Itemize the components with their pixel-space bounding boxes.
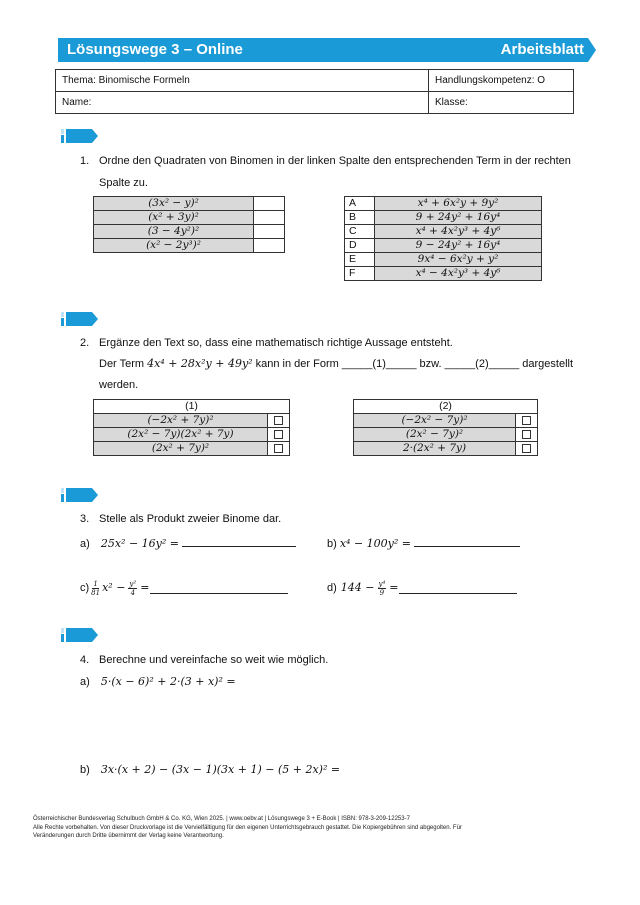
exercise-text: Spalte zu. [99,177,148,189]
exercise-number: 2. [80,337,90,349]
fraction: $\frac{\text{y²}}{4}$ [129,579,137,597]
subtask-term: x² − [102,581,126,594]
binomial-square: (x² + 3y)² [94,211,254,225]
exercise-number: 4. [80,654,90,666]
equals: = [140,581,150,594]
checkbox[interactable] [274,430,283,439]
subtask-term: 25x² − 16y² = [100,537,179,550]
exercise-text: werden. [99,379,139,391]
section-tab-marker [61,628,99,642]
info-table [55,69,574,114]
option-term: (−2x² − 7y)² [354,414,516,428]
checkbox[interactable] [274,444,283,453]
subtask-a [80,535,296,551]
answer-line[interactable] [150,582,288,594]
term-letter: C [345,225,375,239]
gap1-table [93,399,290,456]
exercise-text: Ordne den Quadraten von Binomen in der linken Spalte den entsprechenden Term in der rechten [99,155,571,167]
term-cell: 9 − 24y² + 16y⁴ [375,239,542,253]
gap-head: (1) [94,400,290,414]
option-term: (2x² − 7y)² [354,428,516,442]
term-prefix: Der Term [99,358,145,370]
checkbox[interactable] [522,416,531,425]
subtask-c [80,576,288,600]
term-cell: x⁴ − 4x²y³ + 4y⁶ [375,267,542,281]
competence-cell: Handlungskompetenz: O [429,70,574,92]
binomial-square: (3 − 4y²)² [94,225,254,239]
section-tab-marker [61,312,99,326]
option-term: 2·(2x² + 7y) [354,442,516,456]
footer-line: Veränderungen durch Dritte übernimmt der Verlag keine Verantwortung. [33,833,224,839]
name-cell[interactable]: Name: [56,92,429,114]
subtask-term: 5·(x − 6)² + 2·(3 + x)² = [100,675,236,688]
answer-cell[interactable] [254,197,285,211]
option-term: (−2x² + 7y)² [94,414,268,428]
term-cell: 9x⁴ − 6x²y + y² [375,253,542,267]
answer-line[interactable] [182,535,296,547]
header-banner [58,38,588,62]
term-cell: x⁴ + 4x²y³ + 4y⁶ [375,225,542,239]
subtask-label: c) [80,582,90,594]
subtask-label: b) [327,538,337,550]
gap-head: (2) [354,400,538,414]
answer-line[interactable] [399,582,517,594]
section-tab-marker [61,488,99,502]
binomial-square: (3x² − y)² [94,197,254,211]
ex1-left-table [93,196,285,253]
term-letter: F [345,267,375,281]
term-suffix: kann in der Form _____(1)_____ bzw. _____(2)_____ dargestellt [255,358,574,370]
answer-cell[interactable] [254,211,285,225]
footer-line: Alle Rechte vorbehalten. Von dieser Druckvorlage ist die Vervielfältigung für den eigenen Unterrichtsgebrauch gestattet. Die Kopiergebühren sind abgegolten. Für [33,824,462,831]
fraction: 1 81 [91,579,101,597]
fraction: $\frac{\text{y⁴}}{9}$ [378,579,386,597]
class-cell[interactable]: Klasse: [429,92,574,114]
exercise-number: 1. [80,155,90,167]
exercise-text: Berechne und vereinfache so weit wie möglich. [99,654,329,666]
term-cell: 9 + 24y² + 16y⁴ [375,211,542,225]
ex1-right-table [344,196,542,281]
subtask-label: b) [80,764,90,776]
subtask-b [80,763,340,777]
answer-line[interactable] [414,535,520,547]
subtask-label: a) [80,676,90,688]
header-sheet-label: Arbeitsblatt [500,41,584,58]
subtask-label: a) [80,538,90,550]
subtask-b [327,535,520,551]
subtask-term: 3x·(x + 2) − (3x − 1)(3x + 1) − (5 + 2x)² = [100,763,341,776]
exercise-text: Ergänze den Text so, dass eine mathematisch richtige Aussage entsteht. [99,337,453,349]
term-cell: x⁴ + 6x²y + 9y² [375,197,542,211]
binomial-square: (x² − 2y³)² [94,239,254,253]
answer-cell[interactable] [254,225,285,239]
option-term: (2x² − 7y)(2x² + 7y) [94,428,268,442]
gap2-table [353,399,538,456]
subtask-a [80,675,236,689]
footer-line: Österreichischer Bundesverlag Schulbuch GmbH & Co. KG, Wien 2025. | www.oebv.at | Lösungswege 3 + E-Book | ISBN: 978-3-209-12253-7 [33,816,410,822]
equals: = [389,581,399,594]
term-letter: E [345,253,375,267]
exercise-text [99,357,573,371]
checkbox[interactable] [274,416,283,425]
answer-cell[interactable] [254,239,285,253]
term-letter: D [345,239,375,253]
subtask-d [327,576,517,600]
checkbox[interactable] [522,430,531,439]
subtask-term: x⁴ − 100y² = [339,537,411,550]
checkbox[interactable] [522,444,531,453]
footer [33,815,613,841]
exercise-text: Stelle als Produkt zweier Binome dar. [99,513,282,525]
topic-cell: Thema: Binomische Formeln [56,70,429,92]
section-tab-marker [61,129,99,143]
given-term: 4x⁴ + 28x²y + 49y² [147,357,253,370]
term-letter: A [345,197,375,211]
exercise-number: 3. [80,513,90,525]
option-term: (2x² + 7y)² [94,442,268,456]
subtask-term: 144 − [340,581,375,594]
term-letter: B [345,211,375,225]
subtask-label: d) [327,582,337,594]
header-title: Lösungswege 3 – Online [67,41,243,58]
